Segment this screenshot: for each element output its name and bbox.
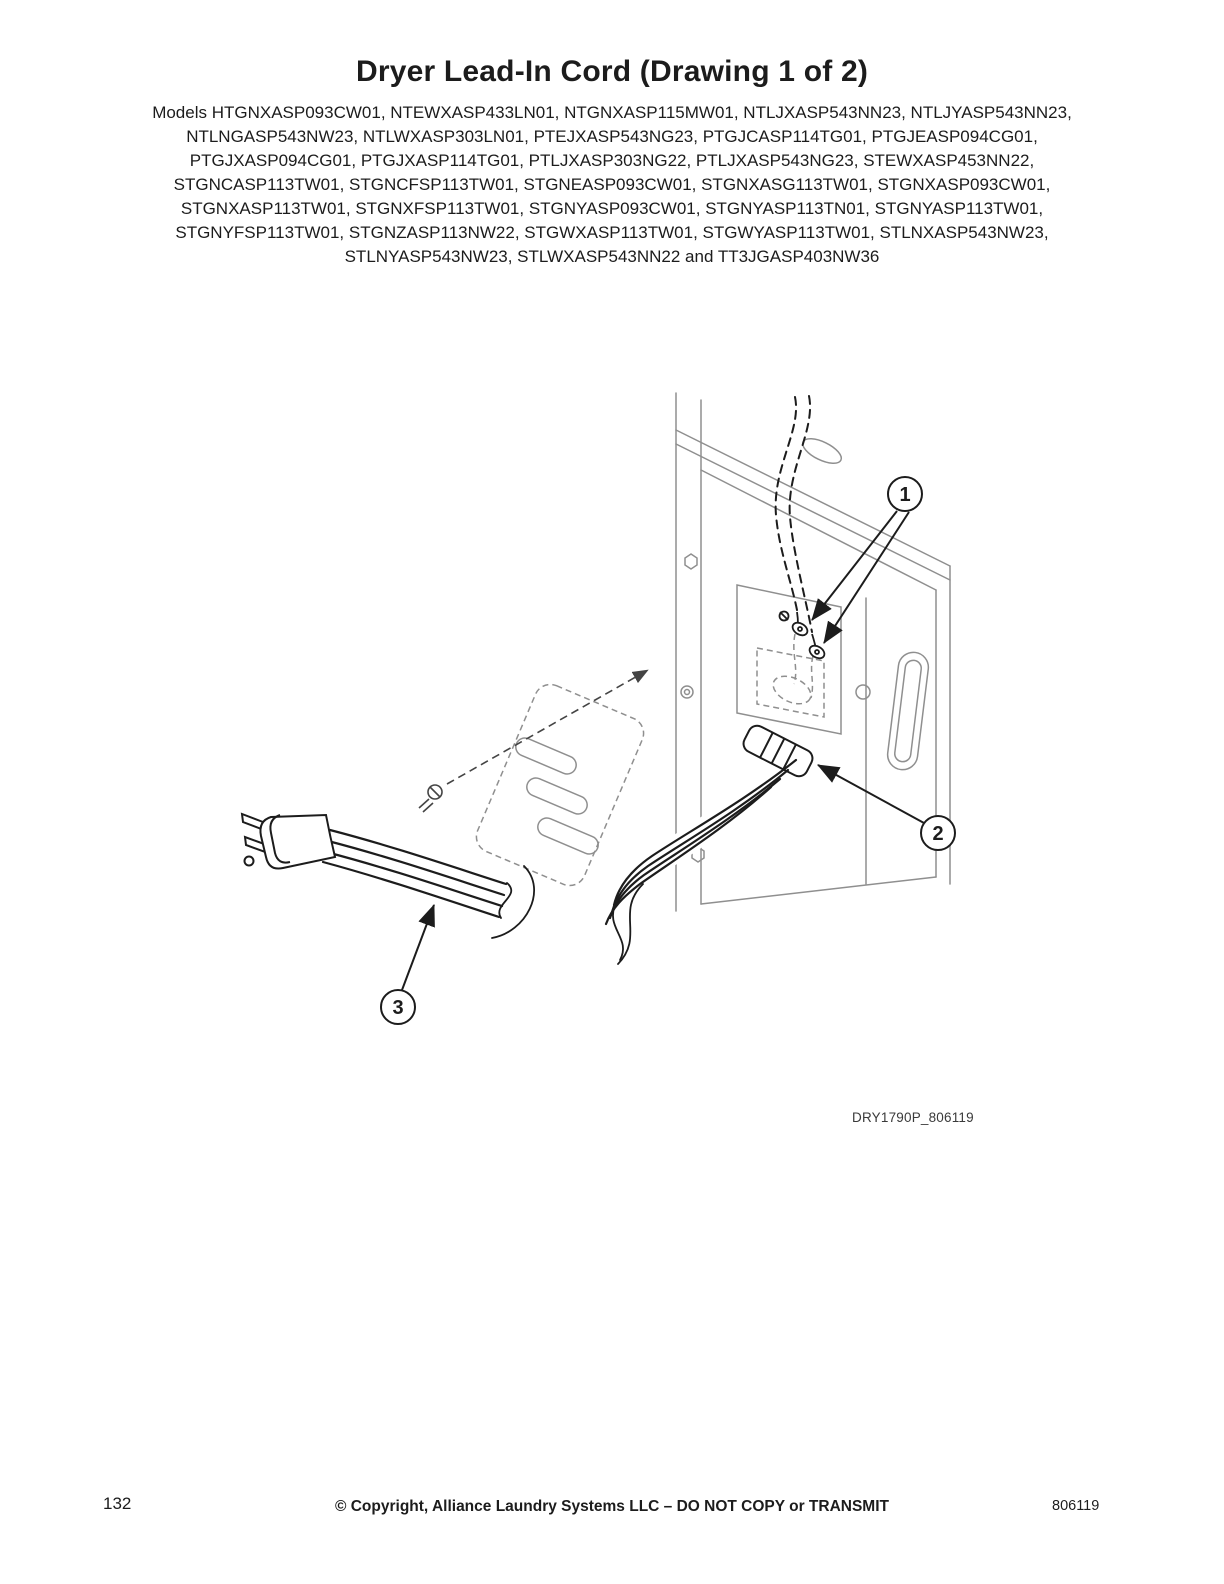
callout-3-arrow [402, 905, 434, 990]
models-line: PTGJXASP094CG01, PTGJXASP114TG01, PTLJXASP303NG22, PTLJXASP543NG23, STEWXASP453NN22, [189, 151, 1035, 170]
callout-2-arrow [818, 765, 924, 823]
plug [242, 814, 335, 869]
plug-ground-pin [245, 857, 254, 866]
callout-3-label: 3 [392, 997, 404, 1019]
document-number: 806119 [1052, 1498, 1100, 1514]
models-line: STGNYFSP113TW01, STGNZASP113NW22, STGWXASP113TW01, STGWYASP113TW01, STLNXASP543NW23, [175, 223, 1049, 242]
models-line: STGNXASP113TW01, STGNXFSP113TW01, STGNYASP093CW01, STGNYASP113TN01, STGNYASP113TW01, [180, 199, 1044, 218]
models-line: Models HTGNXASP093CW01, NTEWXASP433LN01, NTGNXASP115MW01, NTLJXASP543NN23, NTLJYASP543NN23, [152, 103, 1072, 122]
hex-bolt [685, 554, 697, 569]
models-line: NTLNGASP543NW23, NTLWXASP303LN01, PTEJXASP543NG23, PTGJCASP114TG01, PTGJEASP094CG01, [186, 127, 1038, 146]
callout-2-label: 2 [932, 823, 944, 845]
models-line: STGNCASP113TW01, STGNCFSP113TW01, STGNEASP093CW01, STGNXASG113TW01, STGNXASP093CW01, [173, 175, 1051, 194]
panel-slot [886, 651, 930, 772]
dryer-rear-panel [513, 393, 950, 911]
terminal-recess [737, 585, 841, 734]
cord-occlusion [327, 770, 784, 916]
callout-1-arrow [812, 511, 897, 620]
copyright-notice: © Copyright, Alliance Laundry Systems LLC – DO NOT COPY or TRANSMIT [335, 1498, 889, 1515]
access-plate [471, 679, 648, 890]
page-title: Dryer Lead-In Cord (Drawing 1 of 2) [355, 55, 869, 88]
models-line: STLNYASP543NW23, STLWXASP543NN22 and TT3JGASP403NW36 [344, 247, 880, 266]
page-number: 132 [103, 1494, 132, 1513]
access-plate-louver [513, 735, 579, 777]
panel-oval-cutout [799, 434, 845, 469]
panel-hole [856, 685, 870, 699]
access-plate-louver [524, 775, 590, 817]
drawing-id: DRY1790P_806119 [852, 1110, 974, 1125]
callouts [381, 477, 955, 1024]
access-plate-louver [535, 815, 601, 857]
panel-rivet [681, 686, 693, 698]
callout-1-label: 1 [899, 484, 911, 506]
